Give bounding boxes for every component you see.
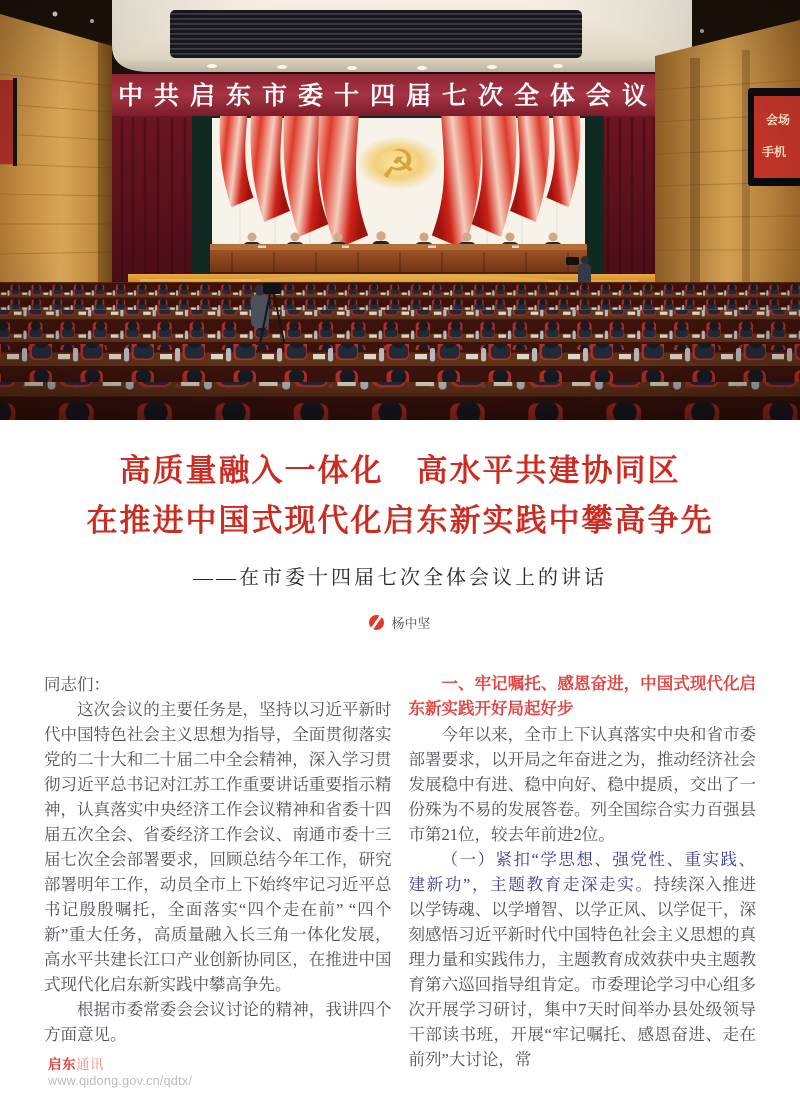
title-line-2: 在推进中国式现代化启东新实践中攀高争先: [86, 503, 714, 538]
pen-badge-icon: [369, 615, 384, 630]
conference-photo: [0, 0, 800, 420]
emphasis-lead: （一）紧扣“学思想、强党性、重实践、建新功”，主题教育走深走实。: [408, 850, 756, 894]
footer-url: www.qidong.gov.cn/qdtx/: [48, 1074, 193, 1088]
paragraph: 今年以来，全市上下认真落实中央和省市委部署要求，以开局之年奋进之为，推动经济社会发展稳中有进、稳中向好、稳中提质，交出了一份殊为不易的发展答卷。列全国综合实力百强县市第21位，较去年前进2位。: [408, 725, 756, 844]
article-body: [0, 672, 800, 1072]
paragraph: 根据市委常委会会议讨论的精神，我讲四个方面意见。: [44, 1000, 392, 1044]
vignette: [0, 0, 800, 420]
right-column: [409, 672, 757, 1072]
page-footer: [48, 1057, 192, 1088]
article-title: [0, 446, 800, 546]
article-subtitle: ——在市委十四届七次全体会议上的讲话: [193, 567, 607, 589]
logo-bold-part: 启东: [48, 1057, 76, 1072]
paragraph: [409, 847, 757, 1072]
left-column: [44, 672, 392, 1072]
conference-photo-svg: [0, 0, 800, 420]
paragraph: 这次会议的主要任务是，坚持以习近平新时代中国特色社会主义思想为指导，全面贯彻落实党的二十大和二十届二中全会精神，深入学习贯彻习近平总书记对江苏工作重要讲话重要指示精神，认真落实中央经济工作会议精神和省委十四届五次全会、省委经济工作会议、南通市委十三届七次全会部署要求，回顾总结今年工作，研究部署明年工作，动员全市上下始终牢记习近平总书记殷殷嘱托，全面落实“四个走在前” “四个新”重大任务，高质量融入长三角一体化发展，高水平共建长江口产业创新协同区，在推进中国式现代化启东新实践中攀高争先。: [44, 700, 392, 994]
author-row: [0, 613, 800, 632]
paragraph-rest: 持续深入推进以学铸魂、以学增智、以学正风、以学促干，深刻感悟习近平新时代中国特色社会主义思想的真理力量和实践伟力，主题教育成效获中央主题教育第六巡回指导组肯定。市委理论学习中心组多次开展学习研讨，集中7天时间举办县处级领导干部读书班，开展“牢记嘱托、感恩奋进、走在前列”大讨论，常: [408, 875, 757, 1069]
title-line-1: 高质量融入一体化 高水平共建协同区: [119, 453, 681, 488]
salutation: 同志们：: [44, 675, 110, 694]
publication-logo: [48, 1057, 192, 1072]
headline-block: [0, 420, 800, 632]
author-name: 杨中坚: [391, 616, 431, 631]
logo-light-part: 通讯: [76, 1057, 104, 1072]
section-heading: 一、牢记嘱托、感恩奋进，中国式现代化启东新实践开好局起好步: [408, 675, 756, 718]
